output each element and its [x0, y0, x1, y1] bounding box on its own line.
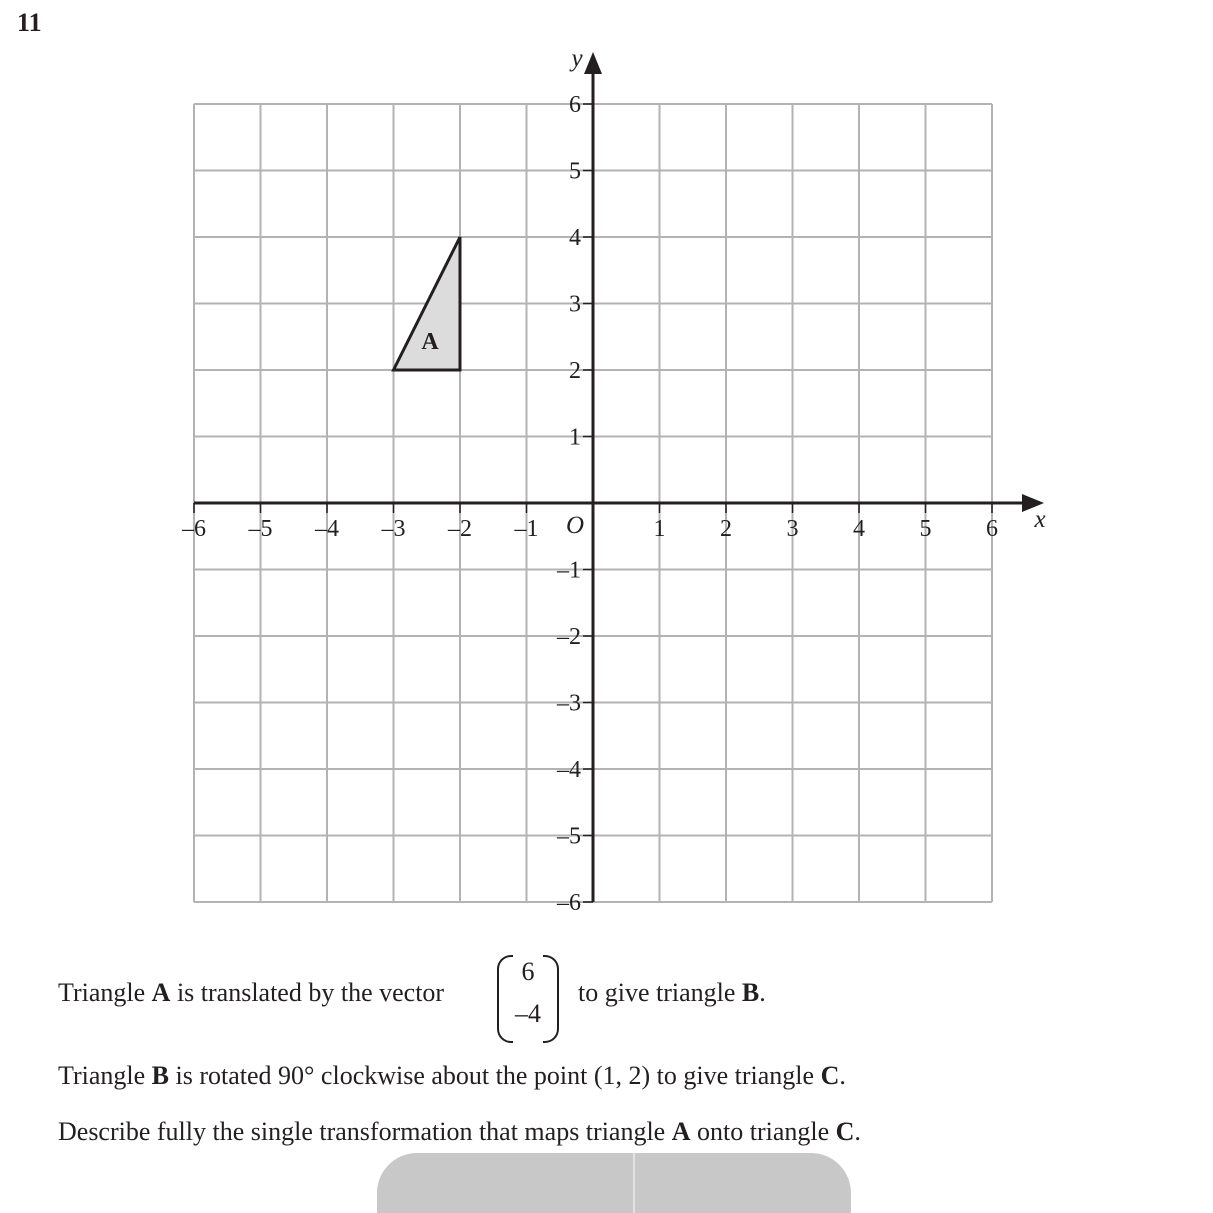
question-number: 11	[17, 8, 42, 37]
x-tick-label: –2	[448, 516, 472, 542]
triangle-a-ref-2: A	[671, 1117, 691, 1146]
triangle-c-ref-2: C	[835, 1117, 855, 1146]
x-tick-label: –3	[381, 516, 406, 542]
y-tick-label: 1	[569, 424, 581, 451]
triangle-b-ref-2: B	[151, 1061, 169, 1090]
tab-divider	[633, 1153, 635, 1213]
vector-bottom-component: –4	[515, 999, 541, 1028]
y-axis-label: y	[571, 45, 583, 72]
answer-area-tab[interactable]	[377, 1153, 851, 1213]
x-tick-label: –4	[315, 516, 339, 542]
x-tick-label: –5	[248, 516, 273, 542]
y-tick-label: 4	[569, 225, 581, 251]
x-tick-label: 1	[653, 516, 666, 542]
translation-vector	[497, 955, 559, 1043]
y-tick-label: 6	[569, 92, 581, 118]
triangle-a-label: A	[421, 329, 439, 356]
triangle-b-ref: B	[741, 978, 760, 1007]
translation-sentence: Triangle A is translated by the vector	[58, 978, 445, 1007]
y-axis-arrow	[584, 52, 602, 74]
y-tick-label: 2	[569, 358, 581, 384]
question-instruction: Describe fully the single transformation that maps triangle A onto triangle C.	[58, 1117, 861, 1146]
x-tick-label: 5	[919, 516, 932, 542]
x-tick-label: 3	[786, 516, 799, 542]
x-tick-label: 2	[720, 516, 732, 542]
y-tick-label: –1	[557, 557, 581, 584]
y-tick-label: –2	[557, 624, 581, 650]
y-tick-label: 5	[569, 158, 581, 185]
x-tick-label: –6	[182, 516, 206, 542]
y-tick-label: –6	[557, 890, 581, 916]
x-tick-label: 4	[853, 516, 865, 542]
y-tick-label: –3	[557, 690, 581, 717]
rotation-sentence: Triangle B is rotated 90° clockwise about the point (1, 2) to give triangle C.	[58, 1061, 846, 1090]
y-tick-label: 3	[569, 291, 581, 318]
y-tick-label: –5	[557, 823, 581, 850]
x-axis-label: x	[1034, 506, 1046, 533]
x-tick-label: –1	[514, 516, 539, 542]
vector-top-component: 6	[521, 957, 535, 986]
triangle-a-ref: A	[151, 978, 171, 1007]
translation-sentence-end: to give triangle B.	[578, 978, 766, 1007]
triangle-c-ref: C	[820, 1061, 840, 1090]
y-tick-label: –4	[557, 757, 581, 783]
x-tick-label: 6	[986, 516, 998, 542]
origin-label: O	[565, 512, 585, 539]
